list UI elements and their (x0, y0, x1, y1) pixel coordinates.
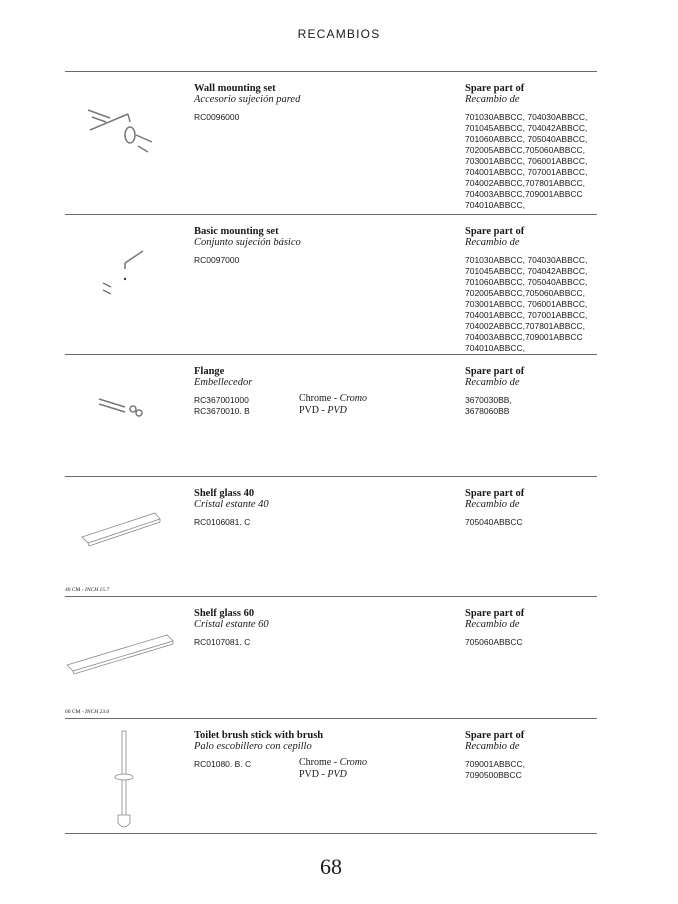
spare-code: 704010ABBCC, (465, 200, 526, 210)
divider (65, 71, 597, 72)
spare-code: 703001ABBCC, 706001ABBCC, (465, 156, 588, 166)
spare-code: 701030ABBCC, 704030ABBCC, (465, 255, 588, 265)
spare-code: 701045ABBCC, 704042ABBCC, (465, 266, 588, 276)
spare-code: 704002ABBCC,707801ABBCC, (465, 321, 586, 331)
spare-label: Spare part of (465, 730, 525, 741)
spare-label: Spare part of (465, 83, 525, 94)
divider (65, 476, 597, 477)
spare-code: 701045ABBCC, 704042ABBCC, (465, 123, 588, 133)
divider (65, 718, 597, 719)
part-name-es: Conjunto sujeción básico (194, 237, 301, 248)
spare-code: 704002ABBCC,707801ABBCC, (465, 178, 586, 188)
spare-code: 704003ABBCC,709001ABBCC (465, 189, 583, 199)
part-codes (194, 517, 250, 528)
spare-label-es: Recambio de (465, 619, 520, 630)
part-name: Wall mounting set (194, 83, 276, 94)
spare-label: Spare part of (465, 608, 525, 619)
finish-list: Chrome - Cromo PVD - PVD (299, 757, 367, 780)
part-name: Basic mounting set (194, 226, 279, 237)
part-codes (194, 255, 239, 266)
finish-es: PVD (327, 404, 347, 416)
spare-list (465, 395, 512, 417)
spare-code: 3670030BB, (465, 395, 512, 405)
spare-label-es: Recambio de (465, 377, 520, 388)
dimension-cm: 60 CM (65, 709, 81, 715)
shelf-glass-40-image (80, 507, 180, 552)
finish-es: Cromo (339, 757, 367, 768)
finish-list: Chrome - Cromo PVD - PVD (299, 393, 367, 416)
spare-code: 701030ABBCC, 704030ABBCC, (465, 112, 588, 122)
spare-list (465, 637, 523, 648)
basic-mounting-set-image (95, 245, 155, 305)
part-name: Flange (194, 366, 225, 377)
part-codes (194, 112, 239, 123)
finish-es: PVD (327, 768, 347, 780)
spare-label: Spare part of (465, 226, 525, 237)
spare-list (465, 517, 523, 528)
divider (65, 354, 597, 355)
dimension-inch: INCH 15.7 (85, 587, 110, 593)
spare-code: 7090500BBCC (465, 770, 522, 780)
dimension-inch: INCH 23.6 (85, 709, 110, 715)
spare-list (465, 759, 525, 781)
spare-list (465, 112, 587, 211)
spare-code: 705060ABBCC (465, 637, 523, 647)
dimension-label: 60 CM - INCH 23.6 (65, 709, 110, 715)
spare-code: 709001ABBCC, (465, 759, 526, 769)
part-codes (194, 759, 251, 770)
part-code: RC3670010. B (194, 406, 250, 416)
finish-en: PVD (299, 768, 320, 780)
shelf-glass-60-image (65, 627, 180, 677)
finish-en: Chrome (299, 757, 332, 768)
part-code: RC0097000 (194, 255, 240, 265)
spare-code: 703001ABBCC, 706001ABBCC, (465, 299, 588, 309)
spare-code: 702005ABBCC,705060ABBCC, (465, 145, 586, 155)
spare-code: 704001ABBCC, 707001ABBCC, (465, 167, 588, 177)
part-codes (194, 637, 250, 648)
divider (65, 833, 597, 834)
part-code: RC0107081. C (194, 637, 251, 647)
finish-es: Cromo (339, 393, 367, 404)
page-number: 68 (320, 854, 342, 879)
spare-code: 704010ABBCC, (465, 343, 526, 353)
spare-label: Spare part of (465, 488, 525, 499)
flange-image (95, 393, 155, 423)
spare-code: 701060ABBCC, 705040ABBCC, (465, 134, 588, 144)
dimension-cm: 40 CM (65, 587, 81, 593)
part-name-es: Embellecedor (194, 377, 253, 388)
part-name-es: Cristal estante 40 (194, 499, 269, 510)
part-codes (194, 395, 250, 417)
part-name-es: Cristal estante 60 (194, 619, 269, 630)
part-name-es: Palo escobillero con cepillo (194, 741, 312, 752)
spare-code: 704003ABBCC,709001ABBCC (465, 332, 583, 342)
part-name-es: Accesorio sujeción pared (194, 94, 301, 105)
divider (65, 596, 597, 597)
spare-label-es: Recambio de (465, 237, 520, 248)
part-code: RC01080. B. C (194, 759, 252, 769)
spare-code: 3678060BB (465, 406, 510, 416)
spare-label-es: Recambio de (465, 741, 520, 752)
spare-list (465, 255, 587, 354)
part-code: RC367001000 (194, 395, 249, 405)
page-header: RECAMBIOS (297, 27, 381, 41)
part-code: RC0096000 (194, 112, 240, 122)
finish-en: PVD (299, 404, 320, 416)
spare-code: 702005ABBCC,705060ABBCC, (465, 288, 586, 298)
dimension-label: 40 CM - INCH 15.7 (65, 587, 110, 593)
part-name: Shelf glass 40 (194, 488, 255, 499)
spare-code: 705040ABBCC (465, 517, 523, 527)
part-code: RC0106081. C (194, 517, 251, 527)
toilet-brush-image (110, 727, 140, 832)
part-name: Shelf glass 60 (194, 608, 255, 619)
divider (65, 214, 597, 215)
part-name: Toilet brush stick with brush (194, 730, 324, 741)
spare-label-es: Recambio de (465, 94, 520, 105)
spare-code: 704001ABBCC, 707001ABBCC, (465, 310, 588, 320)
finish-en: Chrome (299, 393, 332, 404)
spare-code: 701060ABBCC, 705040ABBCC, (465, 277, 588, 287)
spare-label: Spare part of (465, 366, 525, 377)
wall-mounting-set-image (80, 102, 180, 162)
spare-label-es: Recambio de (465, 499, 520, 510)
